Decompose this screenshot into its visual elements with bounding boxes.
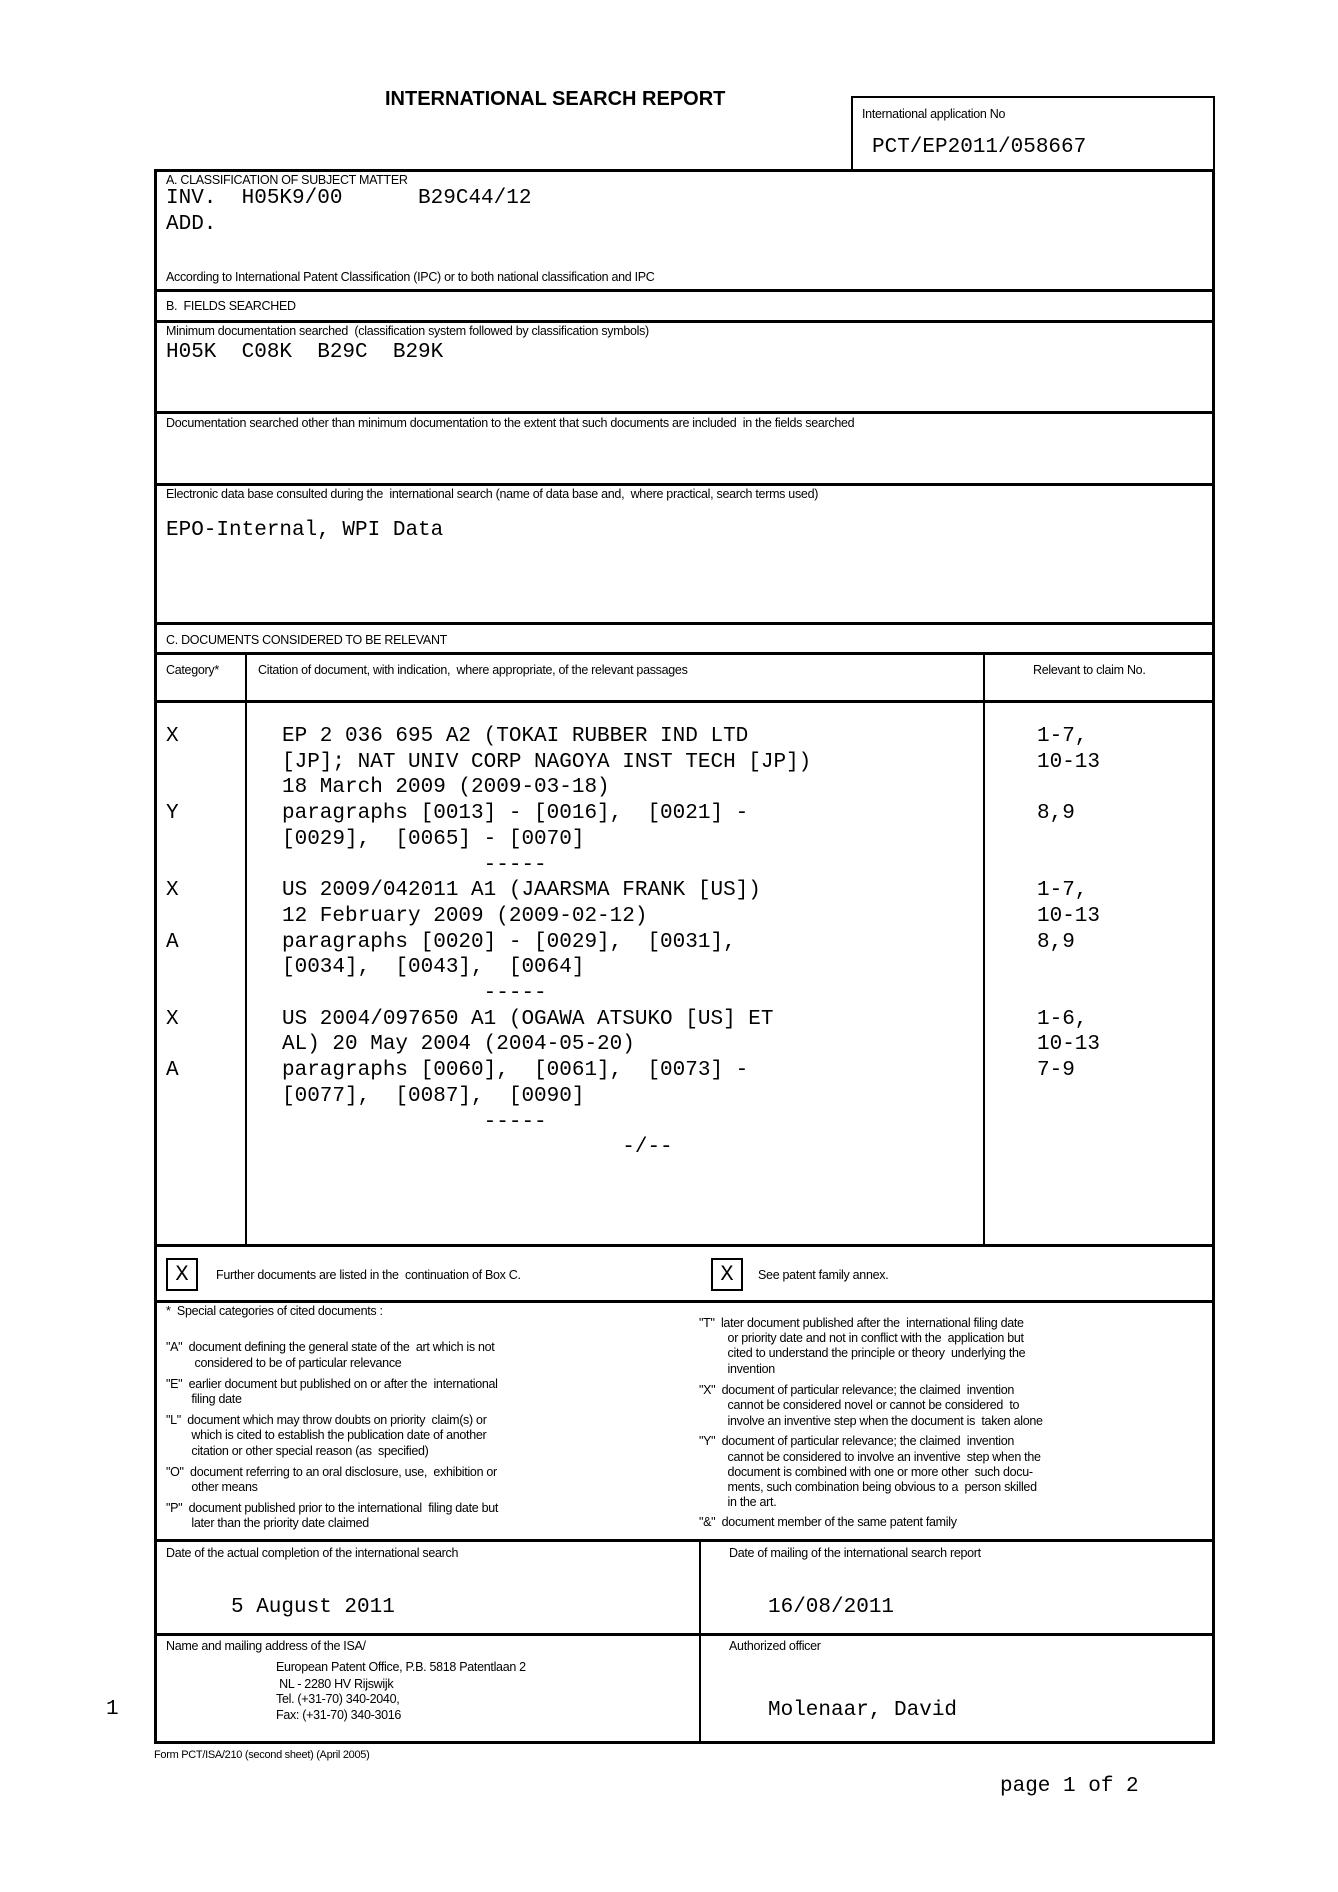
electronic-db-value: EPO-Internal, WPI Data [166,518,443,544]
citation-claims: 1-7, [1037,878,1087,904]
citation-category: A [166,930,179,956]
category-definition: cannot be considered to involve an inventive step when the [699,1450,1041,1464]
citation-text: ----- [282,1110,547,1136]
divider [154,483,1215,486]
divider [154,652,1215,655]
category-definition: filing date [166,1392,242,1406]
category-definition: "&" document member of the same patent family [699,1515,957,1529]
divider [154,1244,1215,1247]
isa-label: Name and mailing address of the ISA/ [166,1639,366,1653]
officer-label: Authorized officer [729,1639,821,1653]
category-definition: "O" document referring to an oral disclosure, use, exhibition or [166,1465,497,1479]
isa-address-line: European Patent Office, P.B. 5818 Patentlaan 2 [276,1660,526,1674]
category-definition: "A" document defining the general state of the art which is not [166,1340,494,1354]
citation-category: X [166,878,179,904]
further-documents-label: Further documents are listed in the continuation of Box C. [216,1268,521,1282]
citation-text: paragraphs [0060], [0061], [0073] - [282,1058,748,1084]
category-definition: "Y" document of particular relevance; the claimed invention [699,1434,1014,1448]
divider [154,1300,1215,1303]
other-doc-label: Documentation searched other than minimum documentation to the extent that such documents are included in the fields searched [166,416,854,430]
citation-category: X [166,1007,179,1033]
category-definition: or priority date and not in conflict with the application but [699,1331,1024,1345]
divider [154,169,1215,172]
citation-claims: 7-9 [1037,1058,1075,1084]
completion-date: 5 August 2011 [231,1595,395,1621]
category-definition: document is combined with one or more other such docu- [699,1465,1033,1479]
citation-claims: 10-13 [1037,904,1100,930]
category-definition: considered to be of particular relevance [166,1356,401,1370]
citation-claims: 8,9 [1037,801,1075,827]
ipc-add: ADD. [166,212,216,238]
column-claims: Relevant to claim No. [1033,663,1146,677]
category-definition: later than the priority date claimed [166,1516,369,1530]
authorized-officer: Molenaar, David [768,1698,957,1724]
divider [154,700,1215,703]
category-definition: invention [699,1362,775,1376]
citation-text: US 2009/042011 A1 (JAARSMA FRANK [US]) [282,878,761,904]
completion-date-label: Date of the actual completion of the international search [166,1546,458,1560]
divider [154,1539,1215,1542]
patent-family-label: See patent family annex. [758,1268,888,1282]
citation-text: EP 2 036 695 A2 (TOKAI RUBBER IND LTD [282,724,748,750]
electronic-db-label: Electronic data base consulted during the international search (name of data base and, where practical, search terms used) [166,487,818,501]
citation-text: US 2004/097650 A1 (OGAWA ATSUKO [US] ET [282,1007,773,1033]
citation-text: [0029], [0065] - [0070] [282,827,584,853]
category-definition: other means [166,1480,258,1494]
page-number: page 1 of 2 [1000,1774,1139,1800]
column-divider [245,653,247,1245]
categories-heading: * Special categories of cited documents : [166,1304,383,1318]
application-number: PCT/EP2011/058667 [872,135,1086,161]
citation-text: [JP]; NAT UNIV CORP NAGOYA INST TECH [JP]) [282,750,811,776]
report-title: INTERNATIONAL SEARCH REPORT [385,88,725,111]
citation-text: -/-- [282,1135,673,1161]
citation-claims: 10-13 [1037,1032,1100,1058]
patent-family-checkbox[interactable]: X [711,1258,743,1291]
citation-text: paragraphs [0013] - [0016], [0021] - [282,801,748,827]
citation-claims: 10-13 [1037,750,1100,776]
column-divider [699,1540,701,1742]
isa-address-line: Tel. (+31-70) 340-2040, [276,1692,399,1706]
mailing-date: 16/08/2011 [768,1595,894,1621]
min-doc-label: Minimum documentation searched (classification system followed by classification symbols) [166,324,649,338]
divider [154,622,1215,625]
category-definition: "P" document published prior to the international filing date but [166,1501,498,1515]
section-c-heading: C. DOCUMENTS CONSIDERED TO BE RELEVANT [166,633,447,647]
citation-text: AL) 20 May 2004 (2004-05-20) [282,1032,635,1058]
column-citation: Citation of document, with indication, where appropriate, of the relevant passages [258,663,688,677]
category-definition: which is cited to establish the publication date of another [166,1428,486,1442]
section-b-heading: B. FIELDS SEARCHED [166,299,296,313]
citation-text: [0034], [0043], [0064] [282,955,584,981]
divider [154,1741,1215,1744]
isa-address-line: Fax: (+31-70) 340-3016 [276,1708,401,1722]
citation-category: A [166,1058,179,1084]
citation-text: paragraphs [0020] - [0029], [0031], [282,930,736,956]
divider [154,289,1215,292]
category-definition: cited to understand the principle or theory underlying the [699,1346,1025,1360]
category-definition: "T" later document published after the international filing date [699,1316,1024,1330]
category-definition: in the art. [699,1495,776,1509]
min-doc-value: H05K C08K B29C B29K [166,340,443,366]
column-divider [983,653,985,1245]
category-definition: "L" document which may throw doubts on priority claim(s) or [166,1413,487,1427]
citation-text: 12 February 2009 (2009-02-12) [282,904,647,930]
citation-claims: 1-7, [1037,724,1087,750]
category-definition: cannot be considered novel or cannot be considered to [699,1398,1019,1412]
divider [154,1633,1215,1636]
ipc-inv: INV. H05K9/00 B29C44/12 [166,186,531,212]
citation-text: ----- [282,981,547,1007]
citation-category: X [166,724,179,750]
category-definition: "E" earlier document but published on or after the international [166,1377,498,1391]
citation-claims: 1-6, [1037,1007,1087,1033]
citation-category: Y [166,801,179,827]
column-category: Category* [166,663,219,677]
form-footer: Form PCT/ISA/210 (second sheet) (April 2005) [154,1749,369,1761]
mailing-date-label: Date of mailing of the international search report [729,1546,981,1560]
divider [154,411,1215,414]
category-definition: involve an inventive step when the document is taken alone [699,1414,1043,1428]
citation-text: [0077], [0087], [0090] [282,1084,584,1110]
isa-address-line: NL - 2280 HV Rijswijk [276,1677,393,1691]
section-a-heading: A. CLASSIFICATION OF SUBJECT MATTER [166,173,408,187]
divider [154,320,1215,323]
citation-claims: 8,9 [1037,930,1075,956]
category-definition: "X" document of particular relevance; the claimed invention [699,1383,1014,1397]
ipc-note: According to International Patent Classification (IPC) or to both national classification and IPC [166,270,655,284]
category-definition: citation or other special reason (as specified) [166,1444,429,1458]
category-definition: ments, such combination being obvious to a person skilled [699,1480,1037,1494]
further-documents-checkbox[interactable]: X [166,1258,198,1291]
side-number: 1 [106,1697,119,1723]
application-number-label: International application No [862,107,1005,121]
citation-text: 18 March 2009 (2009-03-18) [282,775,610,801]
citation-text: ----- [282,853,547,879]
